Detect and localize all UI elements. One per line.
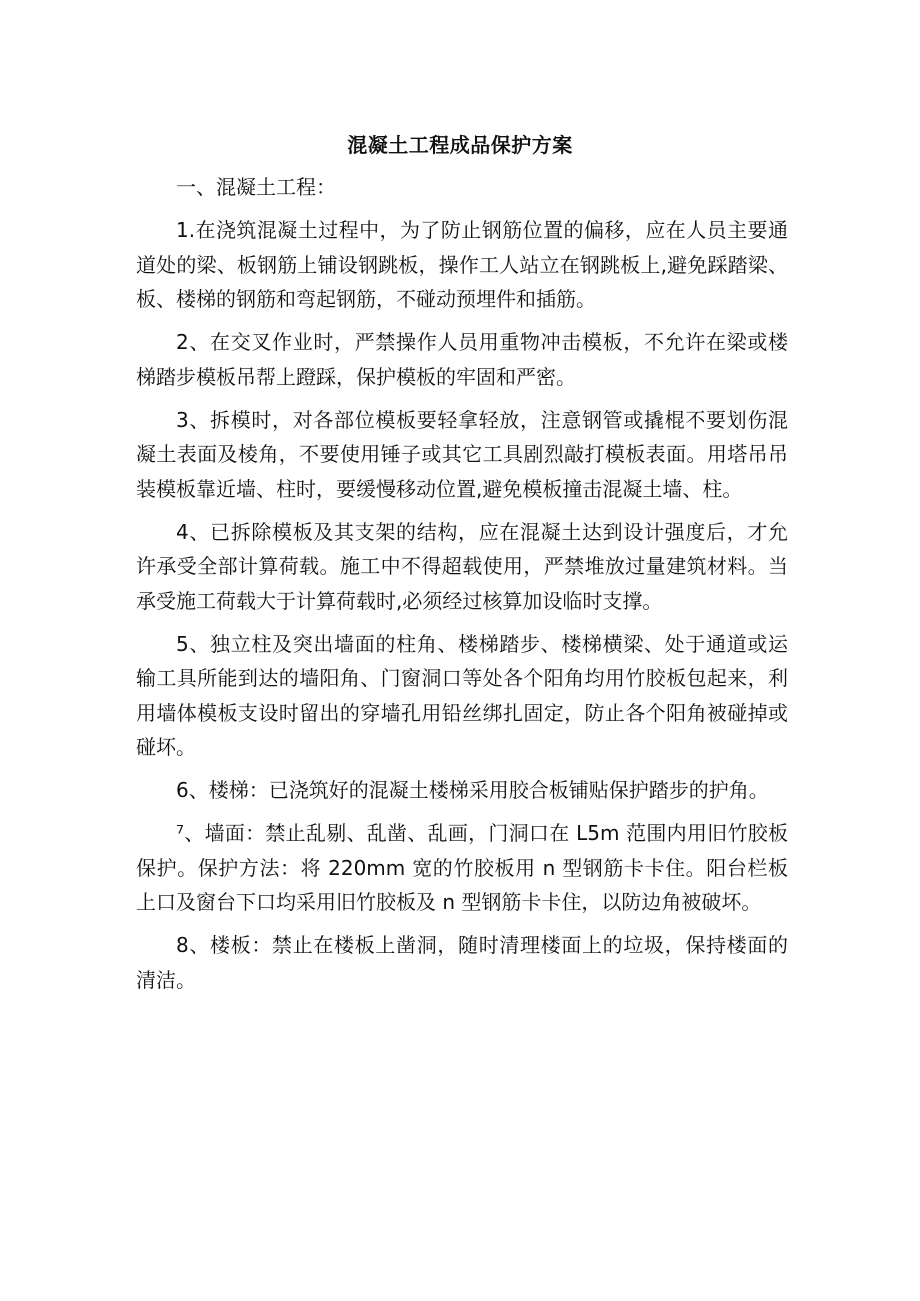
paragraph-4: 4、已拆除模板及其支架的结构，应在混凝土达到设计强度后，才允许承受全部计算荷载。施工中不得超载使用，严禁堆放过量建筑材料。当承受施工荷载大于计算荷载时,必须经过核算加设临时支撑。: [136, 519, 788, 613]
paragraph-1: 1.在浇筑混凝土过程中，为了防止钢筋位置的偏移，应在人员主要通道处的梁、板钢筋上铺设钢跳板，操作工人站立在钢跳板上,避免踩踏梁、板、楼梯的钢筋和弯起钢筋，不碰动预埋件和插筋。: [136, 218, 788, 311]
paragraph-5: 5、独立柱及突出墙面的柱角、楼梯踏步、楼梯横梁、处于通道或运输工具所能到达的墙阳角、门窗洞口等处各个阳角均用竹胶板包起来，利用墙体模板支设时留出的穿墙孔用铅丝绑扎固定，防止各个阳角被碰掉或碰坏。: [136, 631, 788, 759]
paragraph-8: 8、楼板：禁止在楼板上凿洞，随时清理楼面上的垃圾，保持楼面的清洁。: [136, 933, 788, 992]
section-heading: 一、混凝土工程：: [176, 175, 336, 199]
document-title: 混凝土工程成品保护方案: [347, 133, 573, 157]
paragraph-7: ⁷、墙面：禁止乱剔、乱凿、乱画，门洞口在 L5m 范围内用旧竹胶板保护。保护方法：将 220mm 宽的竹胶板用 n 型钢筋卡卡住。阳台栏板上口及窗台下口均采用旧竹胶板及 n 型钢筋卡卡住，以防边角被破坏。: [136, 821, 788, 914]
document-body: [136, 170, 788, 1006]
paragraph-3: 3、拆模时，对各部位模板要轻拿轻放，注意钢管或撬棍不要划伤混凝土表面及棱角，不要使用锤子或其它工具剧烈敲打模板表面。用塔吊吊装模板靠近墙、柱时，要缓慢移动位置,避免模板撞击混凝土墙、柱。: [136, 407, 788, 501]
paragraph-6: 6、楼梯：已浇筑好的混凝土楼梯采用胶合板铺贴保护踏步的护角。: [176, 778, 769, 802]
paragraph-2: 2、在交叉作业时，严禁操作人员用重物冲击模板，不允许在梁或楼梯踏步模板吊帮上蹬踩，保护模板的牢固和严密。: [136, 330, 788, 389]
